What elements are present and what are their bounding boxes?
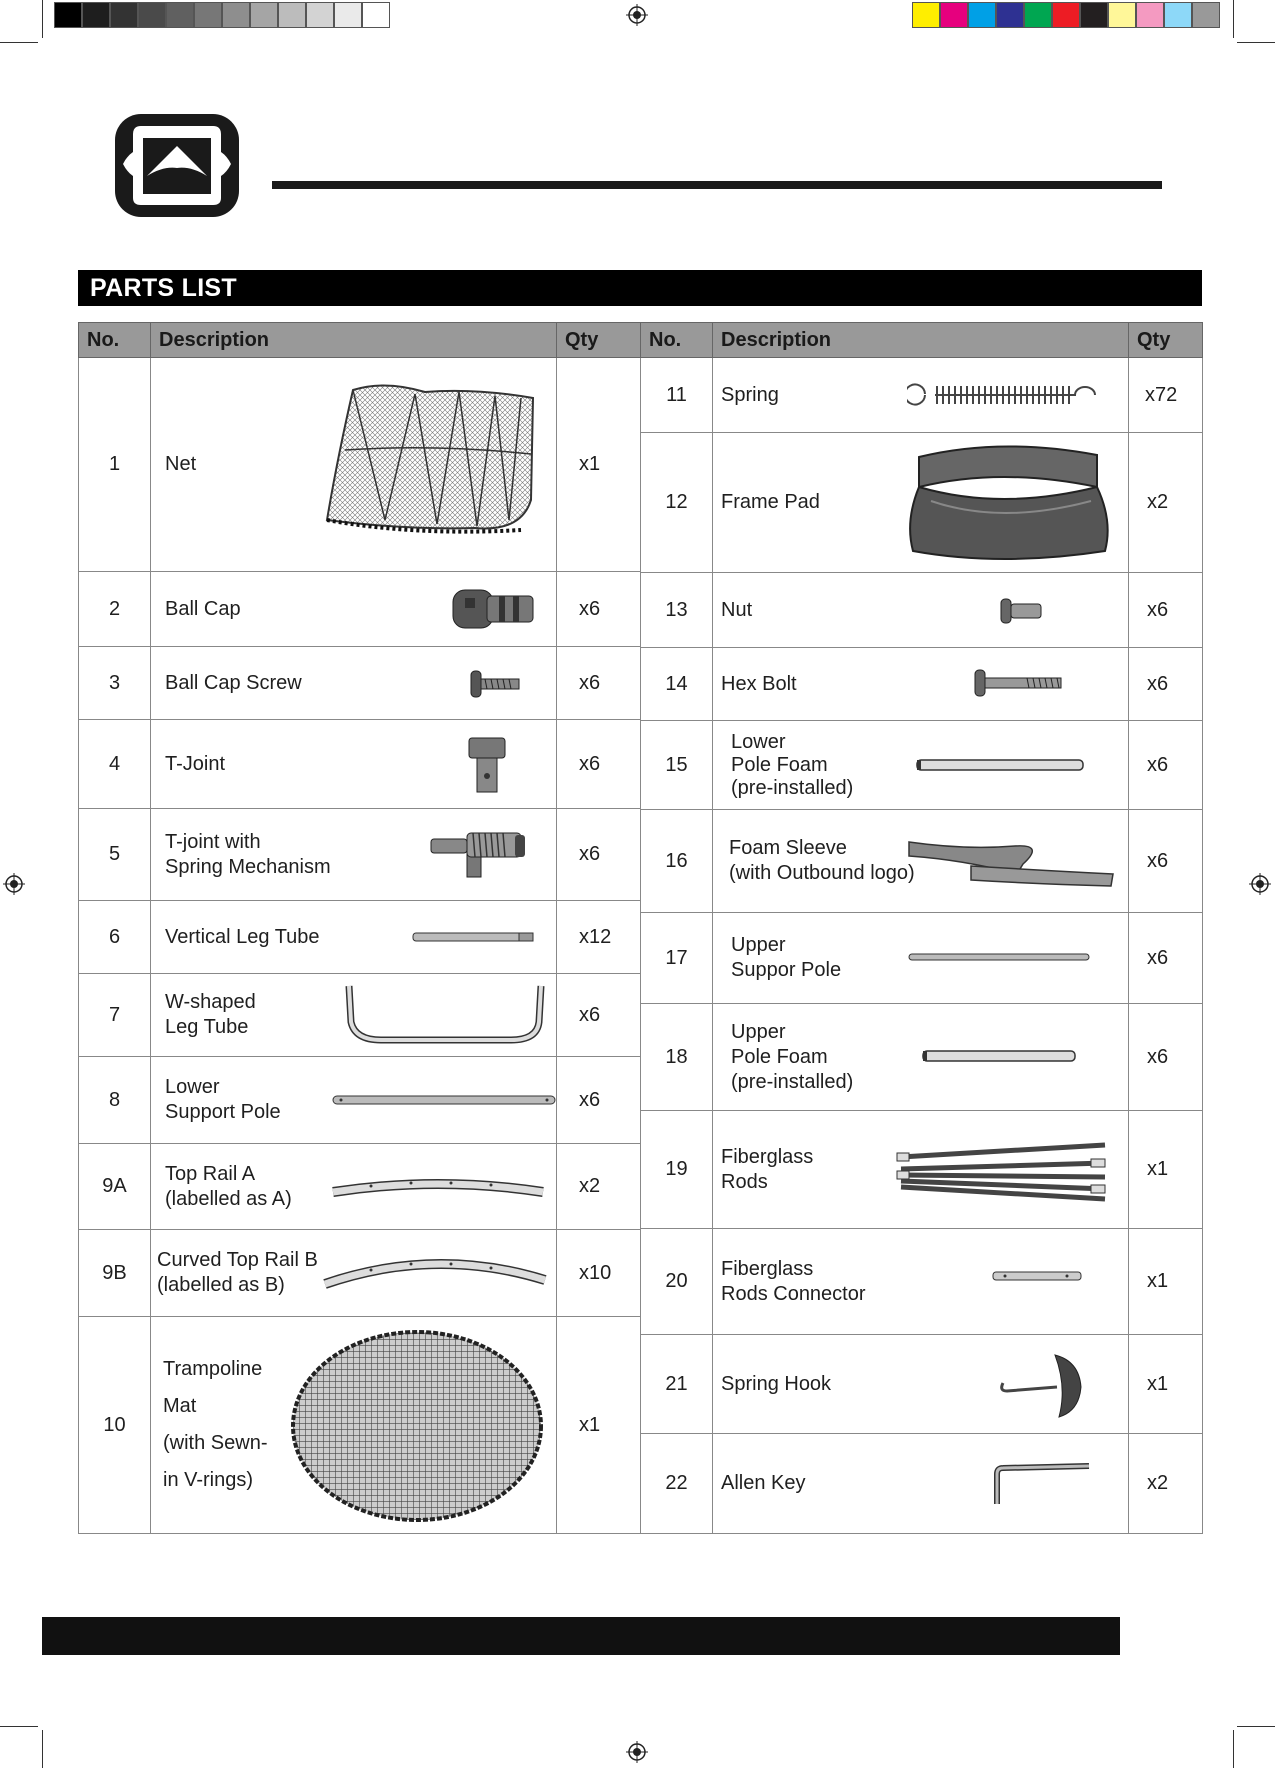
section-title: PARTS LIST: [78, 270, 1202, 306]
registration-mark-icon: [626, 1741, 648, 1763]
table-row: [641, 573, 1203, 648]
color-swatch: [362, 2, 390, 28]
part-description: Hex Bolt: [721, 672, 797, 695]
part-description: T-joint with Spring Mechanism: [165, 830, 331, 878]
table-row: [79, 1230, 641, 1317]
table-row: [641, 358, 1203, 433]
header-rule: [272, 181, 1162, 189]
part-qty: x1: [557, 358, 641, 572]
table-row: [641, 1004, 1203, 1111]
part-number: 22: [641, 1434, 713, 1534]
part-qty: x6: [1129, 913, 1203, 1004]
color-swatch: [1108, 2, 1136, 28]
part-qty: x1: [557, 1317, 641, 1534]
color-swatch: [912, 2, 940, 28]
part-description: Foam Sleeve (with Outbound logo): [729, 837, 915, 884]
column-header-no: No.: [641, 323, 713, 358]
rods-icon: [895, 1141, 1115, 1203]
footer-bar: [42, 1617, 1120, 1655]
part-description: Upper Suppor Pole: [731, 934, 842, 981]
part-description: Fiberglass Rods Connector: [721, 1257, 866, 1305]
part-description: Top Rail A (labelled as A): [165, 1162, 292, 1210]
spring-icon: [907, 382, 1107, 408]
part-description-cell: [713, 433, 1129, 573]
bolt-icon: [973, 668, 1065, 698]
part-description: Upper Pole Foam (pre-installed): [731, 1020, 854, 1093]
part-description: Nut: [721, 598, 753, 621]
part-description-cell: [713, 721, 1129, 810]
part-description: Spring: [721, 383, 779, 406]
table-row: [641, 721, 1203, 810]
table-row: [79, 809, 641, 901]
part-number: 19: [641, 1111, 713, 1229]
part-number: 17: [641, 913, 713, 1004]
color-swatch: [940, 2, 968, 28]
part-number: 15: [641, 721, 713, 810]
table-row: [79, 901, 641, 974]
part-number: 4: [79, 720, 151, 809]
part-qty: x1: [1129, 1229, 1203, 1335]
part-description-cell: [151, 572, 557, 647]
part-number: 5: [79, 809, 151, 901]
part-description: Fiberglass Rods: [721, 1145, 814, 1193]
part-qty: x6: [557, 809, 641, 901]
part-description-cell: [713, 1335, 1129, 1434]
part-qty: x10: [557, 1230, 641, 1317]
part-qty: x6: [1129, 573, 1203, 648]
color-swatch: [996, 2, 1024, 28]
column-header-qty: Qty: [557, 323, 641, 358]
color-swatch: [1024, 2, 1052, 28]
screw-icon: [469, 669, 523, 699]
crop-mark: [1233, 1730, 1234, 1768]
color-swatch: [222, 2, 250, 28]
crop-mark: [0, 42, 38, 43]
parts-table-left: [78, 322, 641, 1534]
part-description-cell: [713, 1434, 1129, 1534]
part-description-cell: [151, 901, 557, 974]
part-qty: x6: [1129, 721, 1203, 810]
column-header-no: No.: [79, 323, 151, 358]
registration-mark-icon: [3, 873, 25, 895]
column-header-description: Description: [151, 323, 557, 358]
part-description-cell: [151, 647, 557, 720]
table-row: [79, 720, 641, 809]
foam-icon: [915, 757, 1087, 773]
upper-pole-icon: [907, 951, 1093, 963]
part-number: 9A: [79, 1144, 151, 1230]
t-joint-icon: [465, 736, 509, 794]
crop-mark: [1237, 42, 1275, 43]
part-description: Allen Key: [721, 1472, 806, 1494]
part-qty: x6: [557, 1057, 641, 1144]
registration-mark-icon: [626, 4, 648, 26]
crop-mark: [0, 1726, 38, 1727]
part-description-cell: [151, 1144, 557, 1230]
parts-table-right: [640, 322, 1203, 1534]
part-description: Lower Pole Foam (pre-installed): [731, 730, 854, 799]
part-qty: x6: [1129, 810, 1203, 913]
part-qty: x12: [557, 901, 641, 974]
part-description-cell: [713, 573, 1129, 648]
part-qty: x6: [557, 647, 641, 720]
table-row: [79, 358, 641, 572]
color-swatch: [166, 2, 194, 28]
part-number: 18: [641, 1004, 713, 1111]
part-description-cell: [151, 1230, 557, 1317]
crop-mark: [1237, 1726, 1275, 1727]
ball-cap-icon: [451, 588, 537, 630]
color-swatch: [306, 2, 334, 28]
part-description: Ball Cap Screw: [165, 671, 302, 694]
color-swatch: [250, 2, 278, 28]
part-number: 11: [641, 358, 713, 433]
foam-sleeve-icon: [905, 836, 1117, 888]
part-description-cell: [713, 1111, 1129, 1229]
part-qty: x6: [1129, 648, 1203, 721]
part-qty: x6: [557, 572, 641, 647]
part-description: Frame Pad: [721, 491, 820, 513]
part-description-cell: [151, 974, 557, 1057]
crop-mark: [1233, 0, 1234, 38]
part-description-cell: [713, 358, 1129, 433]
color-swatch: [1136, 2, 1164, 28]
color-swatch: [1052, 2, 1080, 28]
part-description: Vertical Leg Tube: [165, 925, 320, 948]
allen-key-icon: [991, 1462, 1095, 1506]
tube-icon: [411, 930, 537, 944]
part-description-cell: [151, 809, 557, 901]
nut-icon: [999, 597, 1043, 625]
color-swatch: [334, 2, 362, 28]
upper-foam-icon: [921, 1048, 1079, 1064]
rail-icon: [331, 1176, 545, 1200]
spring-hook-icon: [997, 1351, 1089, 1421]
part-description: T-Joint: [165, 752, 226, 775]
part-qty: x2: [1129, 1434, 1203, 1534]
part-number: 13: [641, 573, 713, 648]
part-qty: x1: [1129, 1335, 1203, 1434]
table-row: [641, 810, 1203, 913]
registration-mark-icon: [1249, 873, 1271, 895]
part-description-cell: [713, 648, 1129, 721]
part-number: 9B: [79, 1230, 151, 1317]
part-description-cell: [151, 720, 557, 809]
part-number: 6: [79, 901, 151, 974]
color-swatch: [110, 2, 138, 28]
table-row: [641, 1335, 1203, 1434]
part-description-cell: [151, 358, 557, 572]
part-number: 10: [79, 1317, 151, 1534]
color-swatch: [54, 2, 82, 28]
part-description-cell: [713, 810, 1129, 913]
table-row: [641, 1111, 1203, 1229]
color-swatch: [278, 2, 306, 28]
color-swatch: [82, 2, 110, 28]
part-number: 7: [79, 974, 151, 1057]
frame-pad-icon: [901, 441, 1115, 565]
connector-icon: [991, 1269, 1085, 1283]
table-row: [79, 1057, 641, 1144]
table-row: [641, 1434, 1203, 1534]
color-swatch: [968, 2, 996, 28]
crop-mark: [42, 1730, 43, 1768]
part-description: Trampoline Mat (with Sewn- in V-rings): [163, 1358, 268, 1491]
pole-icon: [331, 1093, 559, 1107]
part-number: 1: [79, 358, 151, 572]
color-swatch: [1192, 2, 1220, 28]
part-description: Net: [165, 453, 197, 475]
part-description-cell: [151, 1057, 557, 1144]
brand-logo-icon: [113, 112, 241, 219]
part-qty: x6: [557, 974, 641, 1057]
part-number: 14: [641, 648, 713, 721]
part-description-cell: [713, 913, 1129, 1004]
table-row: [641, 433, 1203, 573]
net-icon: [325, 380, 545, 550]
table-row: [641, 913, 1203, 1004]
color-swatch: [138, 2, 166, 28]
part-qty: x6: [1129, 1004, 1203, 1111]
part-description-cell: [151, 1317, 557, 1534]
part-number: 12: [641, 433, 713, 573]
table-row: [79, 647, 641, 720]
table-row: [79, 572, 641, 647]
part-number: 21: [641, 1335, 713, 1434]
part-number: 8: [79, 1057, 151, 1144]
table-row: [79, 974, 641, 1057]
curved-rail-icon: [321, 1250, 549, 1290]
column-header-description: Description: [713, 323, 1129, 358]
part-number: 2: [79, 572, 151, 647]
table-row: [641, 648, 1203, 721]
part-description: W-shaped Leg Tube: [165, 991, 256, 1038]
part-number: 3: [79, 647, 151, 720]
t-joint-spring-icon: [429, 829, 529, 879]
color-swatch: [194, 2, 222, 28]
part-description: Curved Top Rail B (labelled as B): [157, 1249, 318, 1296]
part-number: 20: [641, 1229, 713, 1335]
part-description: Ball Cap: [165, 597, 241, 620]
mat-icon: [287, 1327, 547, 1525]
table-row: [641, 1229, 1203, 1335]
part-number: 16: [641, 810, 713, 913]
part-qty: x72: [1129, 358, 1203, 433]
color-swatch: [1164, 2, 1192, 28]
table-row: [79, 1144, 641, 1230]
part-description-cell: [713, 1004, 1129, 1111]
part-description-cell: [713, 1229, 1129, 1335]
part-description: Spring Hook: [721, 1372, 832, 1395]
crop-mark: [42, 0, 43, 38]
column-header-qty: Qty: [1129, 323, 1203, 358]
w-leg-icon: [341, 982, 549, 1048]
part-description: Lower Support Pole: [165, 1076, 281, 1123]
part-qty: x1: [1129, 1111, 1203, 1229]
part-qty: x2: [1129, 433, 1203, 573]
color-swatch: [1080, 2, 1108, 28]
part-qty: x6: [557, 720, 641, 809]
table-row: [79, 1317, 641, 1534]
part-qty: x2: [557, 1144, 641, 1230]
